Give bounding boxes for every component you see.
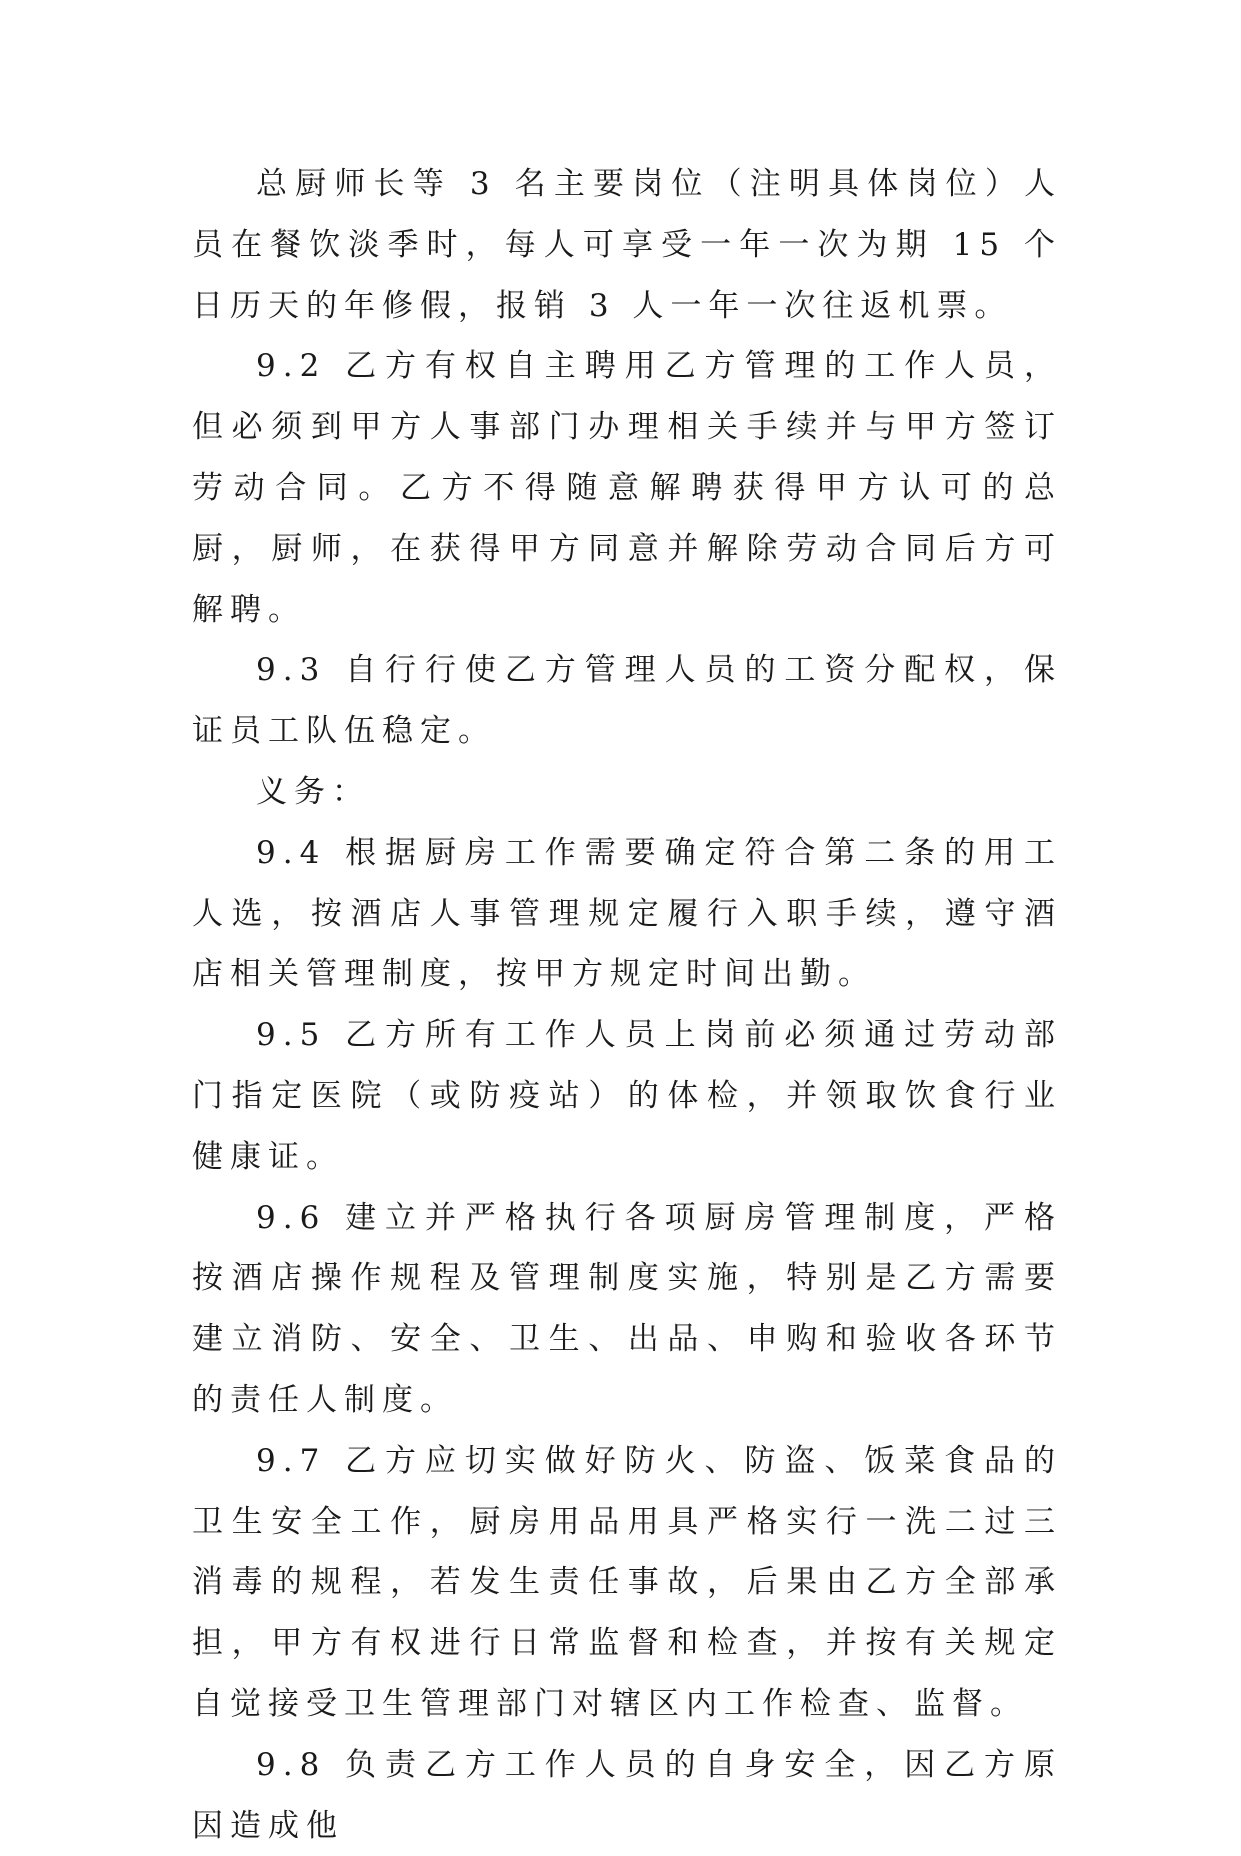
paragraph-9-2: 9.2 乙方有权自主聘用乙方管理的工作人员，但必须到甲方人事部门办理相关手续并与甲方签订劳动合同。乙方不得随意解聘获得甲方认可的总厨，厨师，在获得甲方同意并解除劳动合同后方可解聘。 [192, 348, 1062, 628]
section-heading-obligations: 义务： [256, 773, 370, 810]
document-body [192, 154, 1062, 1856]
paragraph-annual-leave: 总厨师长等 3 名主要岗位（注明具体岗位）人员在餐饮淡季时，每人可享受一年一次为期 15 个日历天的年修假，报销 3 人一年一次往返机票。 [192, 166, 1062, 324]
paragraph-9-7: 9.7 乙方应切实做好防火、防盗、饭菜食品的卫生安全工作，厨房用品用具严格实行一洗二过三消毒的规程，若发生责任事故，后果由乙方全部承担，甲方有权进行日常监督和检查，并按有关规定自觉接受卫生管理部门对辖区内工作检查、监督。 [192, 1442, 1062, 1722]
paragraph-9-3: 9.3 自行行使乙方管理人员的工资分配权，保证员工队伍稳定。 [192, 652, 1062, 750]
paragraph-9-5: 9.5 乙方所有工作人员上岗前必须通过劳动部门指定医院（或防疫站）的体检，并领取饮食行业健康证。 [192, 1017, 1062, 1175]
paragraph-9-4: 9.4 根据厨房工作需要确定符合第二条的用工人选，按酒店人事管理规定履行入职手续，遵守酒店相关管理制度，按甲方规定时间出勤。 [192, 834, 1062, 993]
paragraph-9-8: 9.8 负责乙方工作人员的自身安全，因乙方原因造成他 [192, 1746, 1062, 1844]
paragraph-9-6: 9.6 建立并严格执行各项厨房管理制度，严格按酒店操作规程及管理制度实施，特别是乙方需要建立消防、安全、卫生、出品、申购和验收各环节的责任人制度。 [192, 1199, 1062, 1418]
